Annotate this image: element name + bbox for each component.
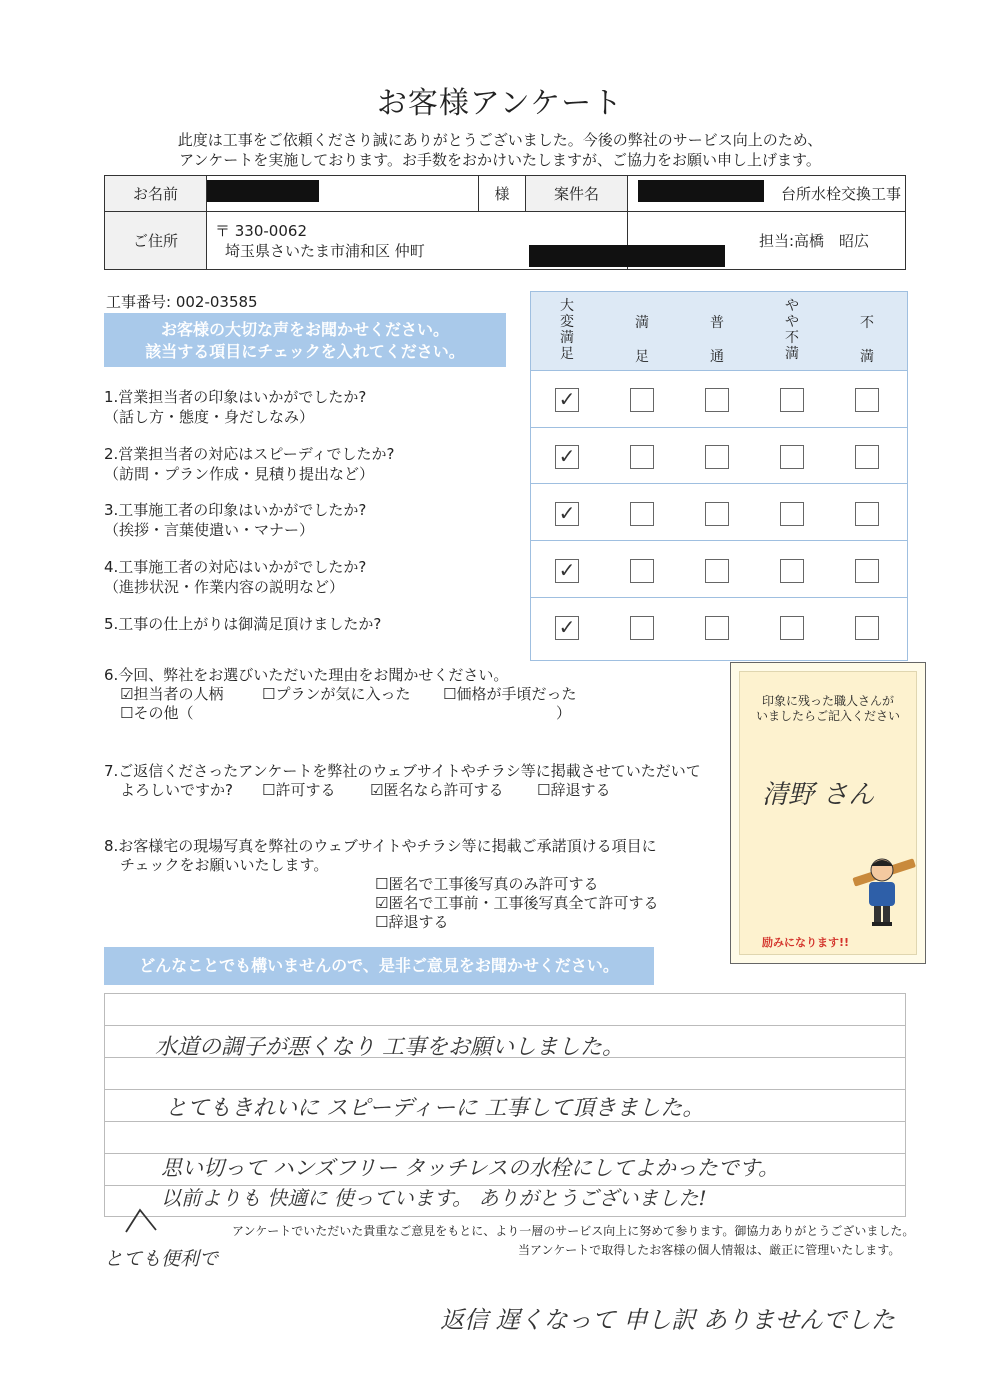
address-label: ご住所 (105, 212, 207, 270)
card-inner (739, 671, 917, 955)
q6-option-price[interactable]: ☐価格が手頃だった (443, 685, 577, 703)
rating-instruction-banner (104, 313, 506, 367)
comment-ruled-line (105, 1025, 905, 1026)
q8-option-after-only[interactable]: ☐匿名で工事後写真のみ許可する (375, 875, 599, 893)
name-field (207, 176, 479, 212)
card-line2: いましたらご記入ください (755, 709, 900, 723)
q6-option-other[interactable]: ☐その他（ (120, 704, 194, 722)
craftsman-card (730, 662, 926, 964)
footer-line-1: アンケートでいただいた貴重なご意見をもとに、より一層のサービス向上に努めて参ります。御協力ありがとうございました。 (232, 1224, 915, 1238)
question-4-sub: （進捗状況・作業内容の説明など） (104, 578, 345, 596)
question-8-text: 8.お客様宅の現場写真を弊社のウェブサイトやチラシ等に掲載ご承諾頂ける項目に (104, 837, 657, 855)
intro-line-2: アンケートを実施しております。お手数をおかけいたしますが、ご協力をお願い申し上げます。 (179, 151, 821, 169)
customer-info-table (104, 175, 906, 270)
name-redaction (207, 180, 319, 202)
col-dissatisfied: 不満 (860, 315, 874, 365)
project-field (628, 176, 906, 212)
col-somewhat-dissatisfied: やや不満 (785, 298, 799, 362)
comment-ruled-line (105, 1089, 905, 1090)
comment-box[interactable] (104, 993, 906, 1217)
card-line1: 印象に残った職人さんが (761, 694, 894, 708)
rating-checkbox-q2-c5[interactable] (855, 445, 879, 469)
col-very-satisfied: 大変満足 (560, 298, 574, 362)
rating-checkbox-q3-c4[interactable] (780, 502, 804, 526)
question-5 (104, 614, 381, 634)
rating-checkbox-q1-c2[interactable] (630, 388, 654, 412)
comment-line-3: 思い切って ハンズフリー タッチレスの水栓にしてよかったです。 (161, 1156, 780, 1180)
row-divider (531, 483, 907, 484)
project-redaction (638, 180, 764, 202)
rating-checkbox-q3-c5[interactable] (855, 502, 879, 526)
card-footer: 励みになります!! (762, 936, 850, 949)
row-divider (531, 540, 907, 541)
q6-option-plan[interactable]: ☐プランが気に入った (262, 685, 411, 703)
col-neutral: 普通 (710, 315, 724, 365)
row-divider (531, 370, 907, 371)
question-2 (104, 444, 394, 484)
rating-checkbox-q5-c3[interactable] (705, 616, 729, 640)
rating-checkbox-q1-c1[interactable]: ✓ (555, 388, 579, 412)
page-title: お客様アンケート (376, 86, 624, 121)
question-2-text: 2.営業担当者の対応はスピーディでしたか? (104, 445, 395, 463)
rating-checkbox-q2-c1[interactable]: ✓ (555, 445, 579, 469)
rating-checkbox-q4-c5[interactable] (855, 559, 879, 583)
comment-line-2: とてもきれいに スピーディーに 工事して頂きました。 (165, 1096, 705, 1121)
name-label: お名前 (105, 176, 207, 212)
intro-line-1: 此度は工事をご依頼くださり誠にありがとうございました。今後の弊社のサービス向上のため、 (177, 131, 823, 149)
question-5-text: 5.工事の仕上がりは御満足頂けましたか? (104, 615, 382, 633)
address-field (207, 212, 628, 270)
footer-line-2: 当アンケートで取得したお客様の個人情報は、厳正に管理いたします。 (518, 1243, 901, 1257)
insertion-caret-icon (122, 1206, 162, 1236)
rating-checkbox-q3-c3[interactable] (705, 502, 729, 526)
q8-option-decline[interactable]: ☐辞退する (375, 913, 449, 931)
craftsman-name-handwritten: 清野 さん (762, 780, 875, 810)
row-divider (531, 597, 907, 598)
project-label: 案件名 (526, 176, 628, 212)
craftsman-illustration-icon (852, 850, 922, 928)
question-3 (104, 500, 366, 540)
rating-checkbox-q2-c4[interactable] (780, 445, 804, 469)
question-3-sub: （挨拶・言葉使遣い・マナー） (104, 521, 315, 539)
address-text: 埼玉県さいたま市浦和区 仲町 (225, 241, 425, 260)
q6-other-close: ） (556, 704, 572, 722)
question-4 (104, 557, 366, 597)
rating-checkbox-q2-c2[interactable] (630, 445, 654, 469)
rating-checkbox-q1-c4[interactable] (780, 388, 804, 412)
q6-option-staff[interactable]: ☑担当者の人柄 (120, 685, 224, 703)
comment-banner: どんなことでも構いませんので、是非ご意見をお聞かせください。 (104, 947, 654, 985)
honorific: 様 (479, 176, 526, 212)
rating-checkbox-q4-c2[interactable] (630, 559, 654, 583)
question-8-sub: チェックをお願いいたします。 (120, 856, 329, 874)
postal-code: 〒 330-0062 (215, 221, 307, 240)
question-4-text: 4.工事施工者の対応はいかがでしたか? (104, 558, 367, 576)
staff-name: 担当:高橋 昭広 (628, 212, 906, 270)
rating-checkbox-q4-c4[interactable] (780, 559, 804, 583)
question-1-text: 1.営業担当者の印象はいかがでしたか? (104, 388, 367, 406)
address-redaction (529, 245, 725, 267)
comment-line-1: 水道の調子が悪くなり 工事をお願いしました。 (155, 1035, 624, 1060)
question-6-text: 6.今回、弊社をお選びいただいた理由をお聞かせください。 (104, 666, 509, 684)
col-satisfied: 満足 (635, 315, 649, 365)
rating-checkbox-q4-c3[interactable] (705, 559, 729, 583)
rating-checkbox-q5-c1[interactable]: ✓ (555, 616, 579, 640)
comment-line-4: 以前よりも 快適に 使っています。 ありがとうございました! (161, 1186, 707, 1210)
row-divider (531, 427, 907, 428)
rating-checkbox-q5-c4[interactable] (780, 616, 804, 640)
rating-checkbox-q1-c3[interactable] (705, 388, 729, 412)
rating-checkbox-q3-c2[interactable] (630, 502, 654, 526)
rating-checkbox-q3-c1[interactable]: ✓ (555, 502, 579, 526)
question-7-sub: よろしいですか? (120, 781, 233, 799)
question-1 (104, 387, 366, 427)
banner1-line2: 該当する項目にチェックを入れてください。 (145, 342, 465, 361)
rating-checkbox-q4-c1[interactable]: ✓ (555, 559, 579, 583)
question-2-sub: （訪問・プラン作成・見積り提出など） (104, 465, 375, 483)
question-3-text: 3.工事施工者の印象はいかがでしたか? (104, 501, 367, 519)
bottom-handwritten-note: 返信 遅くなって 申し訳 ありませんでした (440, 1306, 895, 1334)
rating-checkbox-q5-c2[interactable] (630, 616, 654, 640)
project-value: 台所水栓交換工事 (780, 185, 901, 203)
q8-option-all[interactable]: ☑匿名で工事前・工事後写真全て許可する (375, 894, 659, 912)
banner1-line1: お客様の大切な声をお聞かせください。 (160, 320, 449, 339)
rating-checkbox-q2-c3[interactable] (705, 445, 729, 469)
question-7-text: 7.ご返信くださったアンケートを弊社のウェブサイトやチラシ等に掲載させていただいて (104, 762, 701, 780)
q7-option-allow[interactable]: ☐許可する (262, 781, 336, 799)
q7-option-decline[interactable]: ☐辞退する (537, 781, 611, 799)
margin-note: とても便利で (104, 1248, 219, 1270)
rating-checkbox-q5-c5[interactable] (855, 616, 879, 640)
question-1-sub: （話し方・態度・身だしなみ） (104, 408, 315, 426)
rating-checkbox-q1-c5[interactable] (855, 388, 879, 412)
work-number: 工事番号: 002-03585 (106, 293, 258, 311)
rating-grid (530, 291, 908, 661)
q7-option-anonymous[interactable]: ☑匿名なら許可する (370, 781, 504, 799)
